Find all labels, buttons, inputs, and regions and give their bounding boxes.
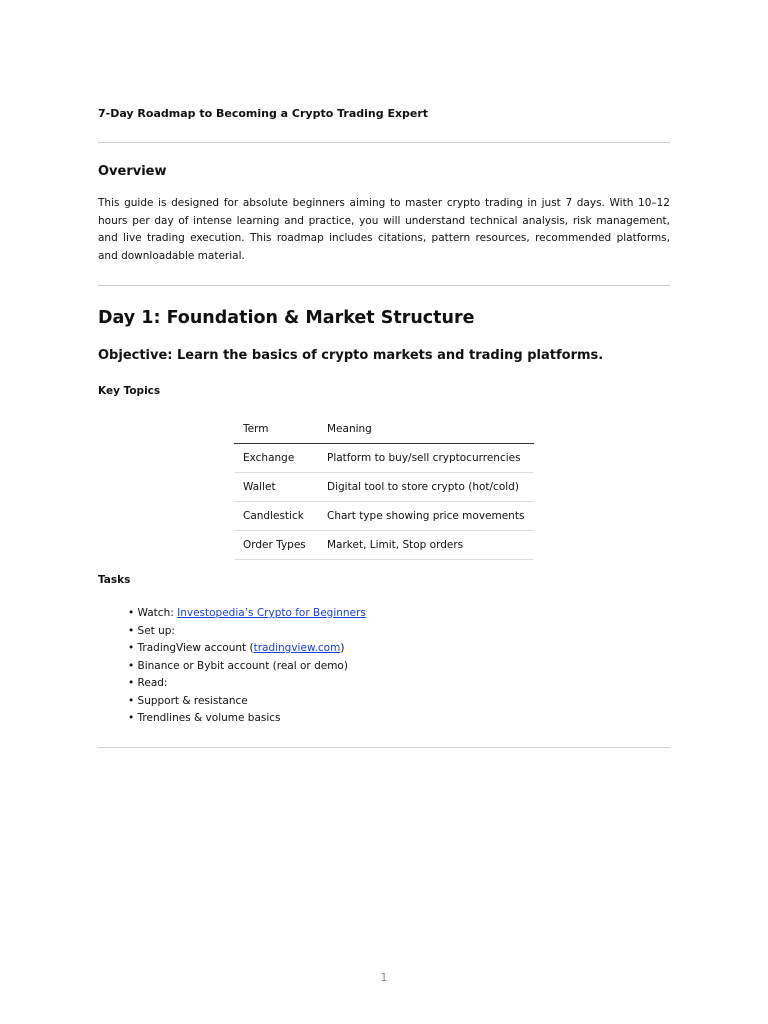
table-cell-term: Candlestick [234,502,318,531]
divider [98,142,670,143]
list-item: • Set up: [128,624,175,637]
key-topics-table [234,415,534,560]
task-list [128,605,366,728]
tasks-label: Tasks [98,574,131,586]
list-item [128,640,366,658]
table-cell-meaning: Platform to buy/sell cryptocurrencies [318,444,534,473]
page-number: 1 [380,972,388,984]
task-tradingview-suffix: ) [340,642,345,654]
document-title: 7-Day Roadmap to Becoming a Crypto Trading Expert [98,107,429,120]
task-tradingview-prefix: • TradingView account ( [128,642,254,654]
table-cell-term: Wallet [234,473,318,502]
overview-paragraph: This guide is designed for absolute beginners aiming to master crypto trading in just 7 days. With 10–12 hours per day of intense learning and practice, you will understand technical analysis, risk management, and live trading execution. This roadmap includes citations, pattern resources, recommended platforms, and downloadable material. [98,197,670,262]
list-item: • Trendlines & volume basics [128,712,281,724]
table-cell-term: Exchange [234,444,318,473]
table-cell-meaning: Digital tool to store crypto (hot/cold) [318,473,534,502]
table-header-term: Term [234,415,318,444]
table-row [234,531,534,560]
key-topics-label: Key Topics [98,385,161,397]
table-header-row [234,415,534,444]
day1-objective: Objective: Learn the basics of crypto markets and trading platforms. [98,348,604,363]
table-cell-term: Order Types [234,531,318,560]
list-item [128,605,366,623]
tradingview-link[interactable]: tradingview.com [253,642,341,654]
table-cell-meaning: Chart type showing price movements [318,502,534,531]
divider [98,285,670,286]
task-watch-prefix: • Watch: [128,607,178,619]
table-header-meaning: Meaning [318,415,534,444]
table-row [234,473,534,502]
list-item: • Read: [128,677,168,689]
list-item: • Support & resistance [128,694,248,707]
table-row [234,444,534,473]
overview-heading: Overview [98,164,167,179]
investopedia-link[interactable]: Investopedia’s Crypto for Beginners [177,607,366,619]
divider [98,747,670,748]
table-row [234,502,534,531]
day1-heading: Day 1: Foundation & Market Structure [98,308,475,328]
table-cell-meaning: Market, Limit, Stop orders [318,531,534,560]
list-item: • Binance or Bybit account (real or demo) [128,659,348,672]
